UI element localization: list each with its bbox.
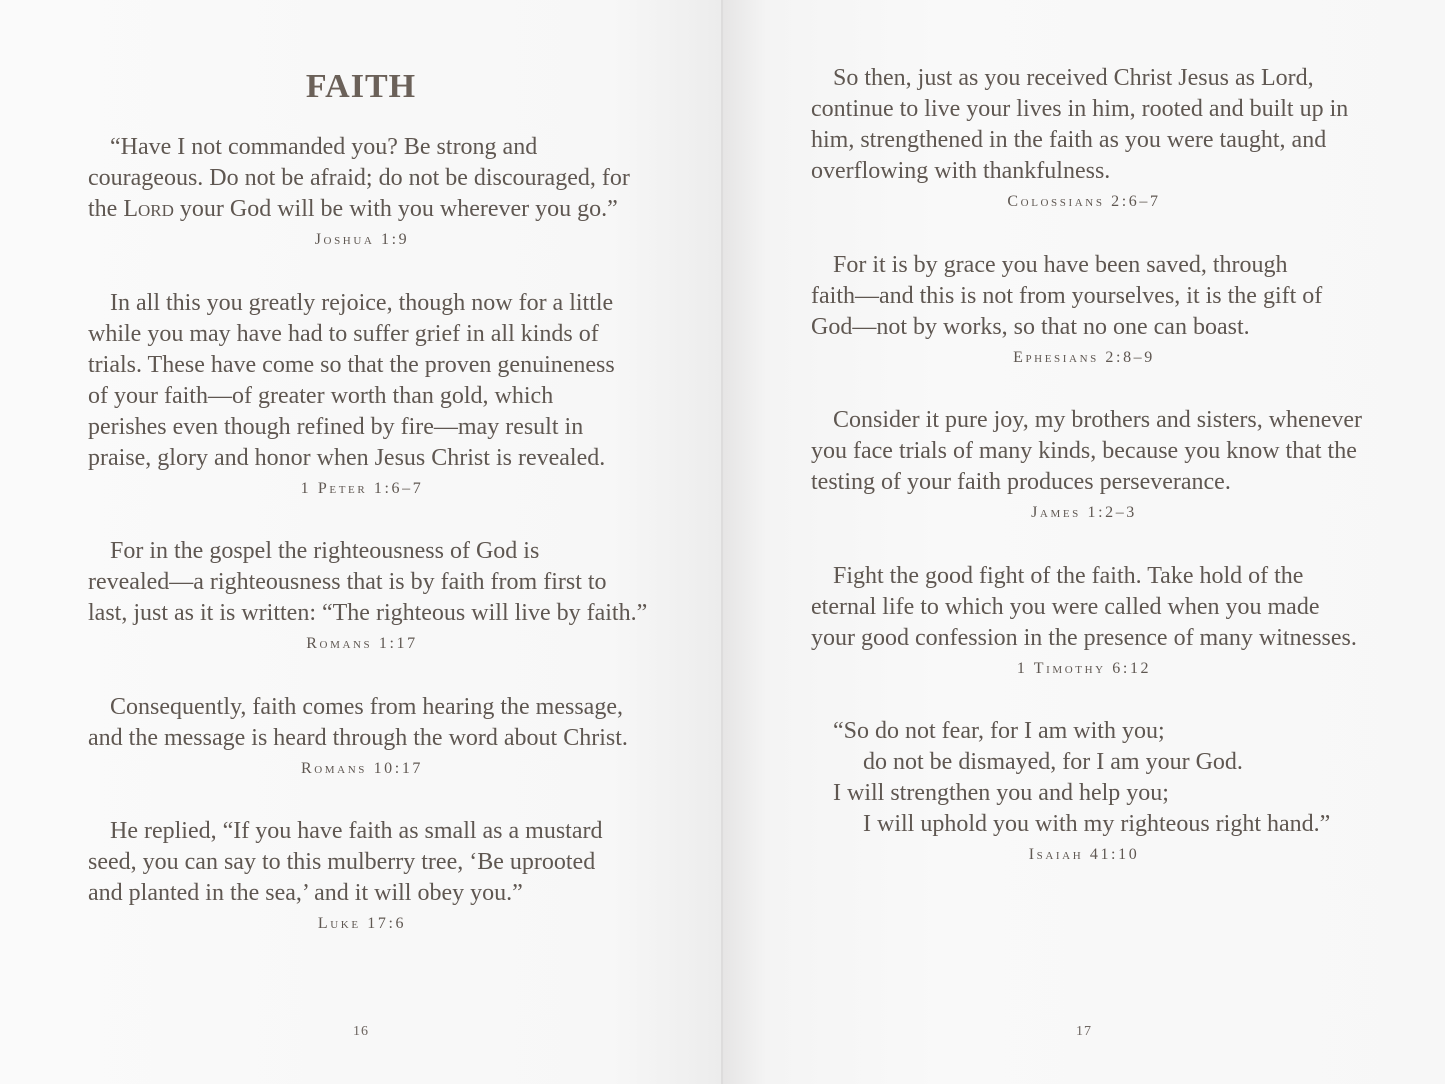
verse-line: testing of your faith produces perseverance.: [811, 469, 1231, 495]
verse-text: [811, 405, 1391, 498]
verse-1-timothy: [811, 561, 1391, 678]
verse-line: “So do not fear, for I am with you;: [833, 718, 1165, 744]
verse-text: [88, 692, 648, 754]
verse-line: Consequently, faith comes from hearing the message,: [110, 694, 623, 720]
verse-fragment: your God will be with you wherever you go.”: [173, 196, 618, 222]
verse-luke: [88, 816, 648, 933]
verse-reference: James 1:2–3: [1031, 504, 1137, 521]
verse-line: In all this you greatly rejoice, though now for a little: [110, 290, 614, 316]
verse-line: last, just as it is written: “The righteous will live by faith.”: [88, 600, 648, 626]
verse-reference: Romans 1:17: [306, 635, 418, 652]
verse-text: [88, 288, 648, 474]
verse-romans-1: [88, 536, 648, 653]
verse-line: overflowing with thankfulness.: [811, 158, 1111, 184]
verse-text: [88, 536, 648, 629]
verse-line: do not be dismayed, for I am your God.: [863, 749, 1243, 775]
verse-line: and planted in the sea,’ and it will obey you.”: [88, 880, 523, 906]
verse-line: courageous. Do not be afraid; do not be discouraged, for: [88, 165, 630, 191]
verse-text: [811, 250, 1391, 343]
verse-line: [88, 194, 648, 225]
verse-ephesians: [811, 250, 1391, 367]
verse-line: faith—and this is not from yourselves, it is the gift of: [811, 283, 1323, 309]
verse-line: Consider it pure joy, my brothers and sisters, whenever: [833, 407, 1362, 433]
left-page: [0, 0, 722, 1084]
verse-text: [88, 132, 648, 225]
verse-reference: Luke 17:6: [317, 915, 407, 932]
verse-line: He replied, “If you have faith as small as a mustard: [110, 818, 603, 844]
verse-fragment: the: [88, 196, 124, 222]
verse-reference: Ephesians 2:8–9: [1013, 349, 1155, 366]
verse-romans-10: [88, 692, 648, 778]
verse-text: [811, 716, 1391, 840]
verse-line: seed, you can say to this mulberry tree, ‘Be uprooted: [88, 849, 596, 875]
verse-line: revealed—a righteousness that is by faith from first to: [88, 569, 607, 595]
verse-line: So then, just as you received Christ Jesus as Lord,: [833, 65, 1314, 91]
verse-line: and the message is heard through the word about Christ.: [88, 725, 628, 751]
verse-line: continue to live your lives in him, rooted and built up in: [811, 96, 1349, 122]
verse-james: [811, 405, 1391, 522]
verse-line: For in the gospel the righteousness of God is: [110, 538, 540, 564]
page-number: 17: [1076, 1024, 1092, 1039]
page-number: 16: [353, 1024, 369, 1039]
verse-line: I will strengthen you and help you;: [833, 780, 1169, 806]
verse-line: you face trials of many kinds, because you know that the: [811, 438, 1357, 464]
verse-line: your good confession in the presence of many witnesses.: [811, 625, 1357, 651]
right-page: [723, 0, 1445, 1084]
verse-reference: Joshua 1:9: [314, 231, 410, 248]
verse-text: [811, 561, 1391, 654]
lord-small-caps: Lord: [123, 196, 174, 222]
verse-line: “Have I not commanded you? Be strong and: [110, 134, 538, 160]
verse-reference: Romans 10:17: [300, 760, 424, 777]
verse-reference: 1 Timothy 6:12: [1016, 660, 1152, 677]
verse-line: him, strengthened in the faith as you were taught, and: [811, 127, 1327, 153]
verse-line: I will uphold you with my righteous right hand.”: [863, 811, 1331, 837]
verse-line: For it is by grace you have been saved, through: [833, 252, 1288, 278]
verse-line: eternal life to which you were called when you made: [811, 594, 1320, 620]
verse-line: trials. These have come so that the proven genuineness: [88, 352, 615, 378]
page-title: FAITH: [305, 68, 417, 105]
verse-line: praise, glory and honor when Jesus Christ is revealed.: [88, 445, 606, 471]
verse-1-peter: [88, 288, 648, 498]
verse-isaiah: [811, 716, 1391, 864]
verse-text: [811, 63, 1391, 187]
verse-reference: Colossians 2:6–7: [1007, 193, 1161, 210]
verse-line: while you may have had to suffer grief in all kinds of: [88, 321, 599, 347]
verse-line: Fight the good fight of the faith. Take hold of the: [833, 563, 1304, 589]
verse-colossians: [811, 63, 1391, 211]
verse-reference: 1 Peter 1:6–7: [300, 480, 424, 497]
verse-line: God—not by works, so that no one can boast.: [811, 314, 1250, 340]
verse-text: [88, 816, 648, 909]
verse-line: perishes even though refined by fire—may result in: [88, 414, 584, 440]
verse-line: of your faith—of greater worth than gold, which: [88, 383, 554, 409]
verse-reference: Isaiah 41:10: [1028, 846, 1140, 863]
verse-joshua: [88, 132, 648, 249]
